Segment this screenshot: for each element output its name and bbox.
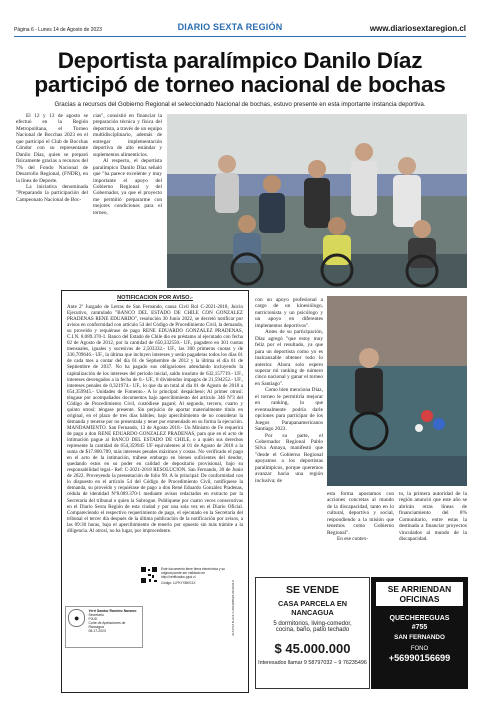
article-column-4 [327,491,394,543]
rent-ad [371,577,468,689]
lede: Gracias a recursos del Gobierno Regional el seleccionado Nacional de bochas, estuvo presente en esta importante instancia deportiva. [54,101,426,108]
rent-phone-label: FONO [410,646,429,652]
sale-price: $ 45.000.000 [274,641,351,656]
sale-line-1: 5 dormitorios, living-comedor, [273,621,352,627]
rent-city: SAN FERNANDO [394,634,445,641]
site-url[interactable]: www.diariosextaregion.cl [369,24,466,33]
paragraph: Antes de su participación, Díaz agregó "que estoy muy feliz por el resultado, ya que para un deportista como yo es inalcanzable obtener todo lo anterior. Ahora solo espero superar mi ranking de número cinco nacional y ganar el torneo en Santiago". [255,329,323,387]
paragraph: esta forma apostamos con acciones concretas al mundo de la discapacidad, tanto en lo cultural, deportivo y social, respondiendo a la misión que tenemos como Gobierno Regional". [327,491,394,536]
legal-notice [61,290,249,693]
lock-icon: ● [68,609,85,627]
second-photo [327,296,467,486]
rent-street: QUECHEREGUAS #755 [389,615,450,631]
paragraph: cias", consistió en financiar la preparación técnica y física del deportista, a través de un equipo multidisciplinario, además de entregar implementación deportiva de alto estándar y suplementos alimenticios. [93,113,162,158]
paragraph: con un apoyo profesional a cargo de un kinesiólogo, nutricionista y un psicólogo y un apoyo en diferentes implementos deportivos". [255,297,323,329]
notice-title: NOTIFICACION POR AVISO.- [117,295,193,301]
article-column-3 [255,297,323,484]
rent-title: SE ARRIENDAN OFICINAS [376,582,463,606]
sale-subtitle: CASA PARCELA EN NANCAGUA [277,599,348,617]
paragraph: En ese contex- [337,536,369,543]
sign-line: 08-17-2023 [88,629,106,633]
sign-line: Corte de Apelaciones de Rancagua [88,621,126,629]
vertical-code: A172734 B-LC4-Y-2023W0025-00-0036-0 [231,580,235,636]
second-photo-illustration [327,296,467,486]
section-title: DIARIO SEXTA REGIÓN [177,22,283,32]
rent-phone[interactable]: +56990156699 [388,653,451,663]
paragraph: El 12 y 13 de agosto se efectuó en la Región Metropolitana, el Torneo Nacional de Bocchas 2023 en el que participó el Club de Bocchas Cóndor con su representante Danilo Díaz, quien se preparó fisicamente gracias a recursos del 7% del Fondo Nacional de Desarrollo Regional, (FNDR), en la línea de Deporte. [16,113,88,184]
signer-role: Secretario [88,613,104,617]
sale-title: SE VENDE [285,584,340,596]
headline-line-2: participó de torneo nacional de bochas [34,72,446,97]
paragraph: Como bien menciona Díaz, el torneo le permitiría mejorar en ranking, lo que eventualmente podría darle opciones para participar de los Juegos Parapanamericanos Santiago 2023. [255,387,323,433]
sale-ad [255,577,370,689]
notice-body: Ante 2º Juzgado de Letras de San Fernando, causa Civil Rol C-2021-2018, Juicio Ejecutivo, caratulado "BANCO DEL ESTADO DE CHILE CON GONZALEZ PRADENAS RENE EDUARDO", resolución 30 Junio 2022, se decretó notificar por avisos en conformidad con artículo 54 del Código de Procedimiento Civil, la demanda, su proveído y requiérase de pago RENE EDUARDO GONZALEZ PRADENAS, C.I.N. 8.089.370-1. Banco del Estado de Chile dio en préstamo al ejecutado con fecha 02 de Agosto de 2012, por la cantidad de 650,332550.- UF., pagadero en 301 cuotas mensuales, iguales y sucesivas de 2,503332.- UF., las 300 primeras cuotas y de 336,709646.- UF., la última que incluyen intereses y serán pagaderas todos los días 01 de cada mes a contar del día 01 de Septiembre de 2012 y la última el día 01 de Septiembre de 2037. No ha pagado sus obligaciones adeudando incluyendo la capitalización de los intereses del periodo inicial, saldo insoluto de 632,157719.- UF., intereses devengados a la fecha de 0.- UF., 8 dividendos impagos de 21,594252.- UF., intereses penales de 0,321974.- UF., lo que da un total al día 01 de Agosto de 2018 a 654,359945.- Unidades de Fomento.- A lo principal: despáchese; Al primer otrosí: téngase por acompañados documentos bajo apercibimiento del artículo 346 Nº3 del Código de Procedimiento Civil, custódiese pagaré; Al segundo, tercero, cuarto y quinto otrosí: téngase presente. Sin perjuicio de aportar materialmente título en original, en el plazo de tres días hábiles, bajo apercibimiento de no considerar la demanda y tenerse por no presentada y tener por enmendado en su forma la ejecución. MANDAMIENTO. San Fernando, 13 de Agosto 2018.- Un Ministro de Fe requerirá de pago a don RENE EDUARDO GONZALEZ PRADENAS, para que en el acto de intimación pague al BANCO DEL ESTADO DE CHILE, o a quién sus derechos represente la cantidad de 654,359945 UF equivalentes al 01 de Agosto de 2018 a la suma de $17.800.789, más intereses penales máximos y costas. No verificado el pago en el acto de la intimación, trábese embargo en bienes suficientes del deudor, quedando estos en su poder en calidad de depositario provisional, bajo su responsabilidad legal.- Ref: C-2021-2018 RESOLUCION. San Fernando, 30 de Junio de 2022. Proveyendo la presentación de folio 99. A lo principal: De conformidad con lo dispuesto en el artículo 54 del Código de Procedimiento Civil, notifíquese la demanda, su proveído y requiérase de pago a don René Eduardo González Pradenas, cédula de identidad Nº8.089.370-1 mediante avisos redactados en extracto por la Secretaría del tribunal o quien la Subrogue. Publíquese por cuatro veces consecutivas en el Diario Sexta Región de esta ciudad y por una sola vez en el Diario Oficial. Compareciendo el respectivo requerimiento de pago, el ejecutado en la Secretaría del tribunal el tercer día después de la última publicación de la notificación por avisos, a las 09:30 horas, bajo el apercibimiento de tenerlo por opuesto sin más trámite a la diligencia. Al otrosí, no ha lugar, por improcedente. [67,304,243,534]
qr-svg [140,566,158,584]
main-photo-illustration [167,114,467,288]
page-date: Página 6 - Lunes 14 de Agosto de 2023 [14,27,102,33]
paragraph: Por su parte, el Gobernador Regional Pablo Silva Amaya, manifestó que "desde el Gobierno Regional apoyamos a los deportistas paralímpicos, porque queremos avanzar hacia una región inclusiva; de [255,432,323,484]
signer-name: Yerri Sandor Ramirez Navarro [88,609,137,613]
paragraph: Al respecto, el deportista paralímpico Danilo Díaz señaló que "ha parece excelente y muy importante el apoyo del Gobierno Regional y del Gobernador, ya que el proyecto me permitió prepararme con mejores condiciones para el torneo, [93,158,162,216]
qr-code-icon[interactable] [140,566,158,584]
qr-caption: Este documento tiene firma electrónica y su original puede ser validado en http://verificadoc.pjud.cl [161,567,225,579]
paragraph: La iniciativa denominada "Preparando la participación del Campeonato Nacional de Boc- [16,183,88,203]
article-column-1 [16,113,88,203]
headline-line-1: Deportista paralímpico Danilo Díaz [57,48,423,73]
sale-line-2: cocina, baño, patio techado [275,627,350,633]
article-column-2 [93,113,162,216]
sale-contact: Interesados llamar 9 58797032 – 9 76235496 [258,660,367,666]
qr-code-text: Código: LLPKYXBKG1X [161,581,196,585]
sign-line: PJUD [88,617,98,621]
paragraph: to, la primera autoridad de la región anunció que este año se abrirán otras líneas de financiamiento del 8% Comunitario, entre estas la destinada a financiar proyectos vinculados al mundo de la discapacidad. [399,491,467,543]
signature-block [65,606,143,648]
main-photo [167,114,467,288]
article-column-5 [399,491,467,543]
header-rule [14,36,466,37]
